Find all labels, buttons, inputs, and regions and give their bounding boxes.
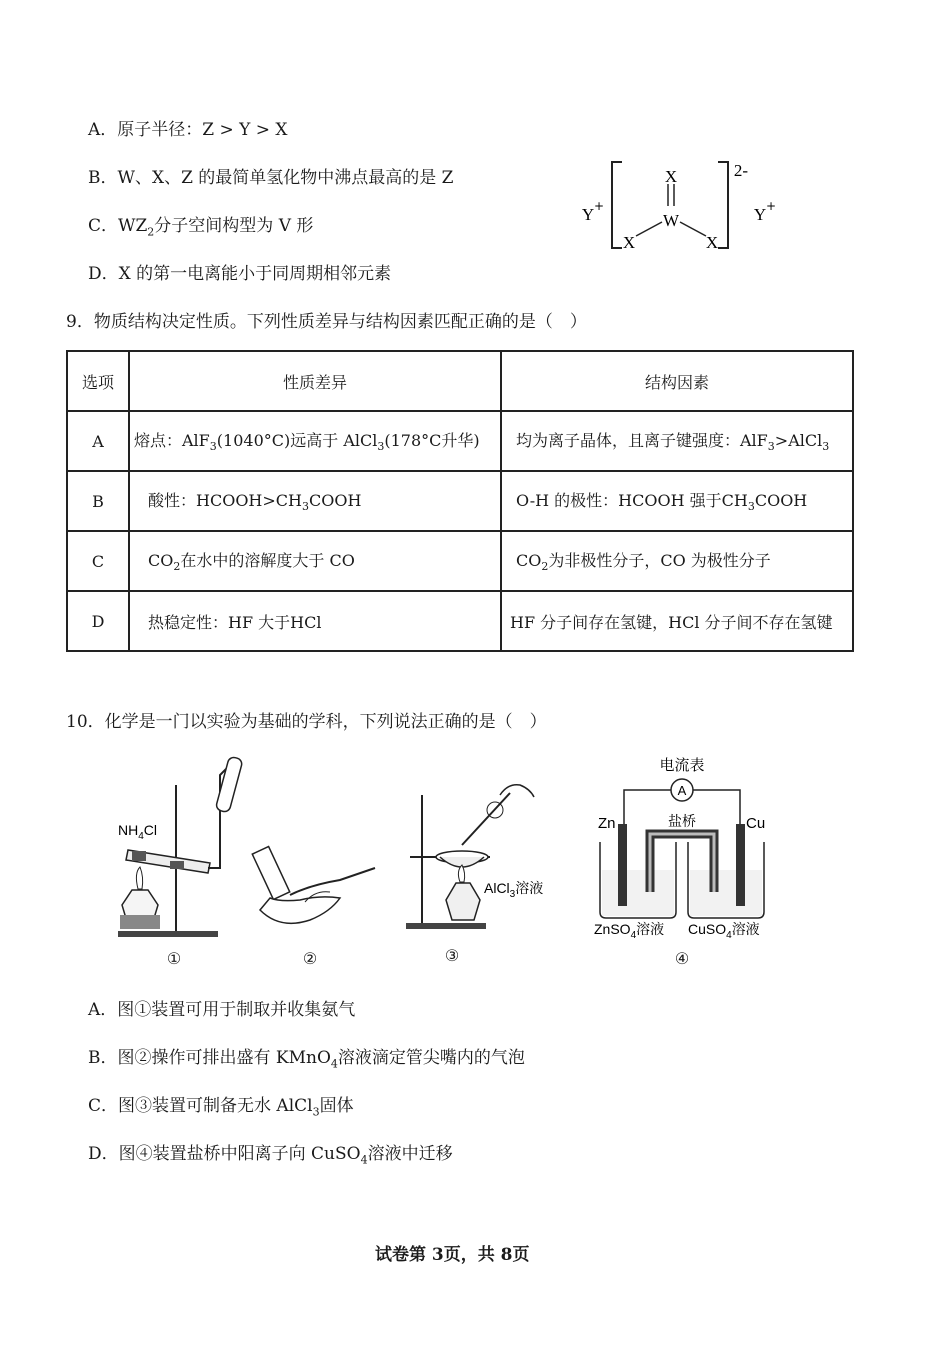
figure-3-evaporation (400, 775, 560, 935)
row-property: 酸性：$HCOOH>CH_3COOH$ (129, 471, 501, 531)
cu-label: Cu (746, 815, 766, 832)
q10-option-c: C．图③装置可制备无水 AlCl$_3$固体 (88, 1096, 354, 1119)
figure-4-label: ④ (674, 949, 690, 968)
row-factor: O-H 的极性：HCOOH 强于$CH_3COOH$ (501, 471, 853, 531)
q10-option-d: D．图④装置盐桥中阳离子向 CuSO$_4$溶液中迁移 (88, 1144, 453, 1167)
ligand-top: X (664, 167, 678, 186)
anion-charge: 2- (733, 161, 749, 180)
ammeter-label: 电流表 (659, 756, 705, 774)
nh4cl-label: $NH_4Cl$ (118, 822, 158, 842)
row-option: B (67, 471, 129, 531)
salt-bridge-label: 盐桥 (668, 814, 696, 830)
q9-table (66, 350, 854, 652)
header-property: 性质差异 (129, 351, 501, 411)
row-factor: $CO_2$为非极性分子，CO 为极性分子 (501, 531, 853, 591)
ammeter-icon: A (677, 783, 687, 798)
ligand-right: X (705, 233, 719, 252)
figure-3-label: ③ (444, 946, 460, 965)
cation-right: Y (753, 205, 767, 224)
row-option: A (67, 411, 129, 471)
table-row (67, 591, 853, 651)
figure-2-label: ② (302, 949, 318, 968)
row-factor: HF 分子间存在氢键，HCl 分子间不存在氢键 (501, 591, 853, 651)
table-row (67, 531, 853, 591)
ion-structure-diagram (570, 150, 800, 260)
table-row (67, 471, 853, 531)
figure-1-label: ① (166, 949, 182, 968)
row-property: 热稳定性：HF 大于HCl (129, 591, 501, 651)
cuso4-label: CuSO$_4$溶液 (688, 921, 760, 941)
row-option: D (67, 591, 129, 651)
header-factor: 结构因素 (501, 351, 853, 411)
q8-option-c: C．$WZ_2$分子空间构型为 V 形 (88, 216, 314, 239)
cation-right-charge: + (765, 199, 777, 213)
table-header-row (67, 351, 853, 411)
row-property: 熔点：AlF$_3$(1040°C)远高于 AlCl$_3$(178°C升华) (129, 411, 501, 471)
central-atom: W (662, 211, 680, 230)
row-option: C (67, 531, 129, 591)
cation-left-charge: + (593, 199, 605, 213)
alcl3-label: AlCl$_3$溶液 (484, 880, 544, 900)
page-footer: 试卷第 3页，共 8页 (375, 1245, 530, 1265)
table-row (67, 411, 853, 471)
q8-option-a: A．原子半径：Z > Y > X (88, 120, 288, 140)
q10-stem: 10．化学是一门以实验为基础的学科，下列说法正确的是（ ） (66, 712, 547, 732)
znso4-label: ZnSO$_4$溶液 (594, 921, 665, 941)
q8-option-b: B．W、X、Z 的最简单氢化物中沸点最高的是 Z (88, 168, 454, 188)
row-property: $CO_2$在水中的溶解度大于 CO (129, 531, 501, 591)
ligand-left: X (622, 233, 636, 252)
q8-option-d: D．X 的第一电离能小于同周期相邻元素 (88, 264, 392, 284)
zn-label: Zn (598, 815, 616, 832)
figure-1-apparatus (98, 755, 258, 945)
figure-2-burette (250, 840, 380, 935)
q10-option-a: A．图①装置可用于制取并收集氨气 (88, 1000, 356, 1020)
q9-stem: 9．物质结构决定性质。下列性质差异与结构因素匹配正确的是（ ） (66, 312, 587, 332)
figure-4-galvanic-cell (590, 752, 780, 942)
q10-option-b: B．图②操作可排出盛有 KMnO$_4$溶液滴定管尖嘴内的气泡 (88, 1048, 525, 1071)
row-factor: 均为离子晶体，且离子键强度：AlF$_3$>AlCl$_3$ (501, 411, 853, 471)
header-option: 选项 (67, 351, 129, 411)
cation-left: Y (581, 205, 595, 224)
